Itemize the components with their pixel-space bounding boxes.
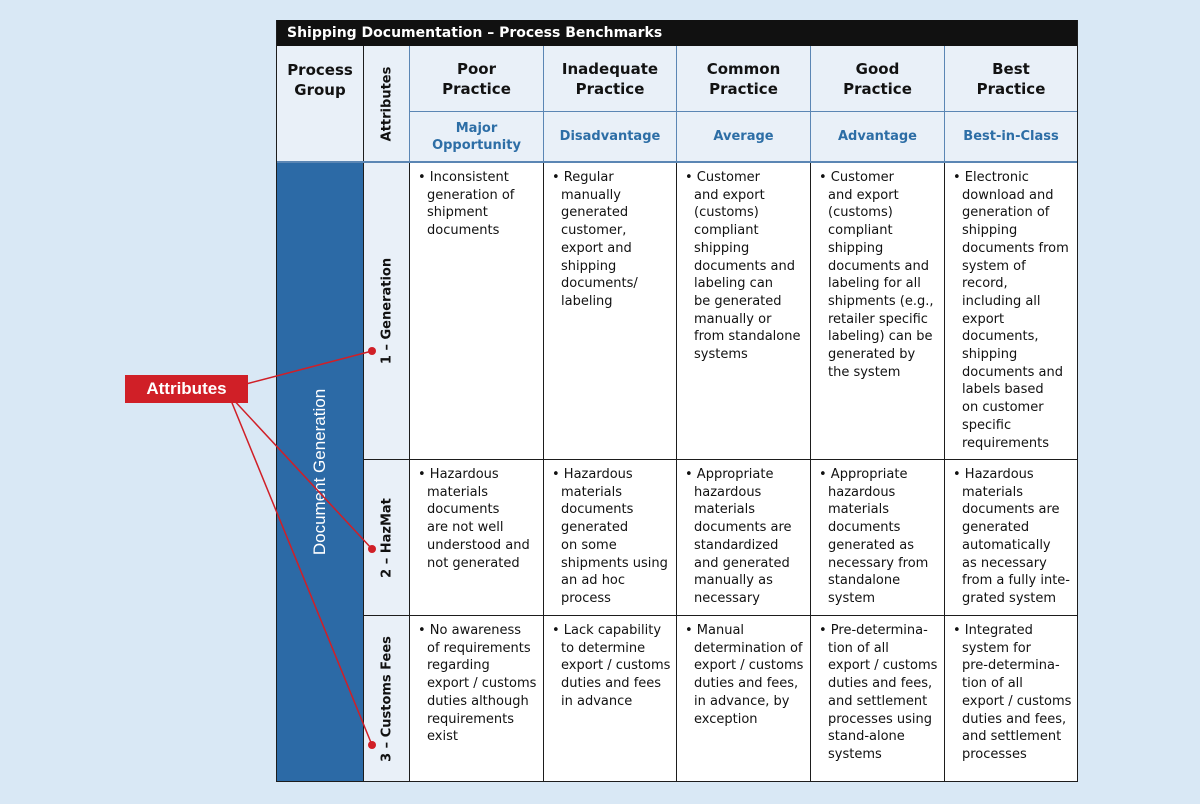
column-header-good: Good Practice [810,46,944,111]
process-group-header: Process Group [277,46,363,161]
cell-text: • Integrated system for pre-determina- tion of all export / customs duties and fees, and settlement processes [953,623,1072,762]
column-sub-best: Best-in-Class [944,111,1077,161]
attributes-header-label: Attributes [379,66,394,141]
cell-text: • Customer and export (customs) compliant shipping documents and labeling for all shipments (e.g., retailer specific labeling) can be generated by the system [819,170,934,380]
cell-text: • Appropriate hazardous materials documents are standardized and generated manually as necessary [685,467,792,606]
cell-text: • Electronic download and generation of shipping documents from system of record, including all export documents, shipping documents and labels based on customer specific requirements [953,170,1069,451]
callout-line-customs-fees [230,398,372,745]
column-sub-poor: Major Opportunity [409,111,543,161]
column-sub-common: Average [676,111,810,161]
cell-text: • Inconsistent generation of shipment documents [418,170,515,239]
attributes-callout: Attributes [125,375,248,403]
callout-dot-customs-fees [368,741,376,749]
cell-text: • Hazardous materials documents generated on some shipments using an ad hoc process [552,467,668,606]
cell-text: • Hazardous materials documents are not well understood and not generated [418,467,530,571]
cell-text: • Customer and export (customs) compliant shipping documents and labeling can be generated manually or from standalone systems [685,170,801,363]
cell-text: • No awareness of requirements regarding export / customs duties although requirements exist [418,623,537,745]
table-title: Shipping Documentation – Process Benchmarks [277,20,1077,46]
column-header-inadequate: Inadequate Practice [543,46,676,111]
callout-line-generation [246,351,372,384]
callout-line-hazmat [230,396,372,549]
cell-text: • Pre-determina- tion of all export / customs duties and fees, and settlement processes using stand-alone systems [819,623,938,762]
callout-dot-hazmat [368,545,376,553]
attribute-label-customs-fees: 3 – Customs Fees [379,635,394,762]
attribute-label-hazmat: 2 – HazMat [379,497,394,578]
column-header-best: Best Practice [944,46,1077,111]
attribute-label-generation: 1 – Generation [379,257,394,365]
cell-text: • Hazardous materials documents are generated automatically as necessary from a fully inte- grated system [953,467,1070,606]
cell-text: • Manual determination of export / customs duties and fees, in advance, by exception [685,623,804,727]
column-sub-inadequate: Disadvantage [543,111,676,161]
callout-dot-generation [368,347,376,355]
column-header-poor: Poor Practice [409,46,543,111]
cell-text: • Regular manually generated customer, export and shipping documents/ labeling [552,170,638,309]
cell-text: • Lack capability to determine export / customs duties and fees in advance [552,623,671,709]
column-header-common: Common Practice [676,46,810,111]
process-group-label: Document Generation [310,388,329,556]
column-sub-good: Advantage [810,111,944,161]
cell-text: • Appropriate hazardous materials documents generated as necessary from standalone system [819,467,929,606]
